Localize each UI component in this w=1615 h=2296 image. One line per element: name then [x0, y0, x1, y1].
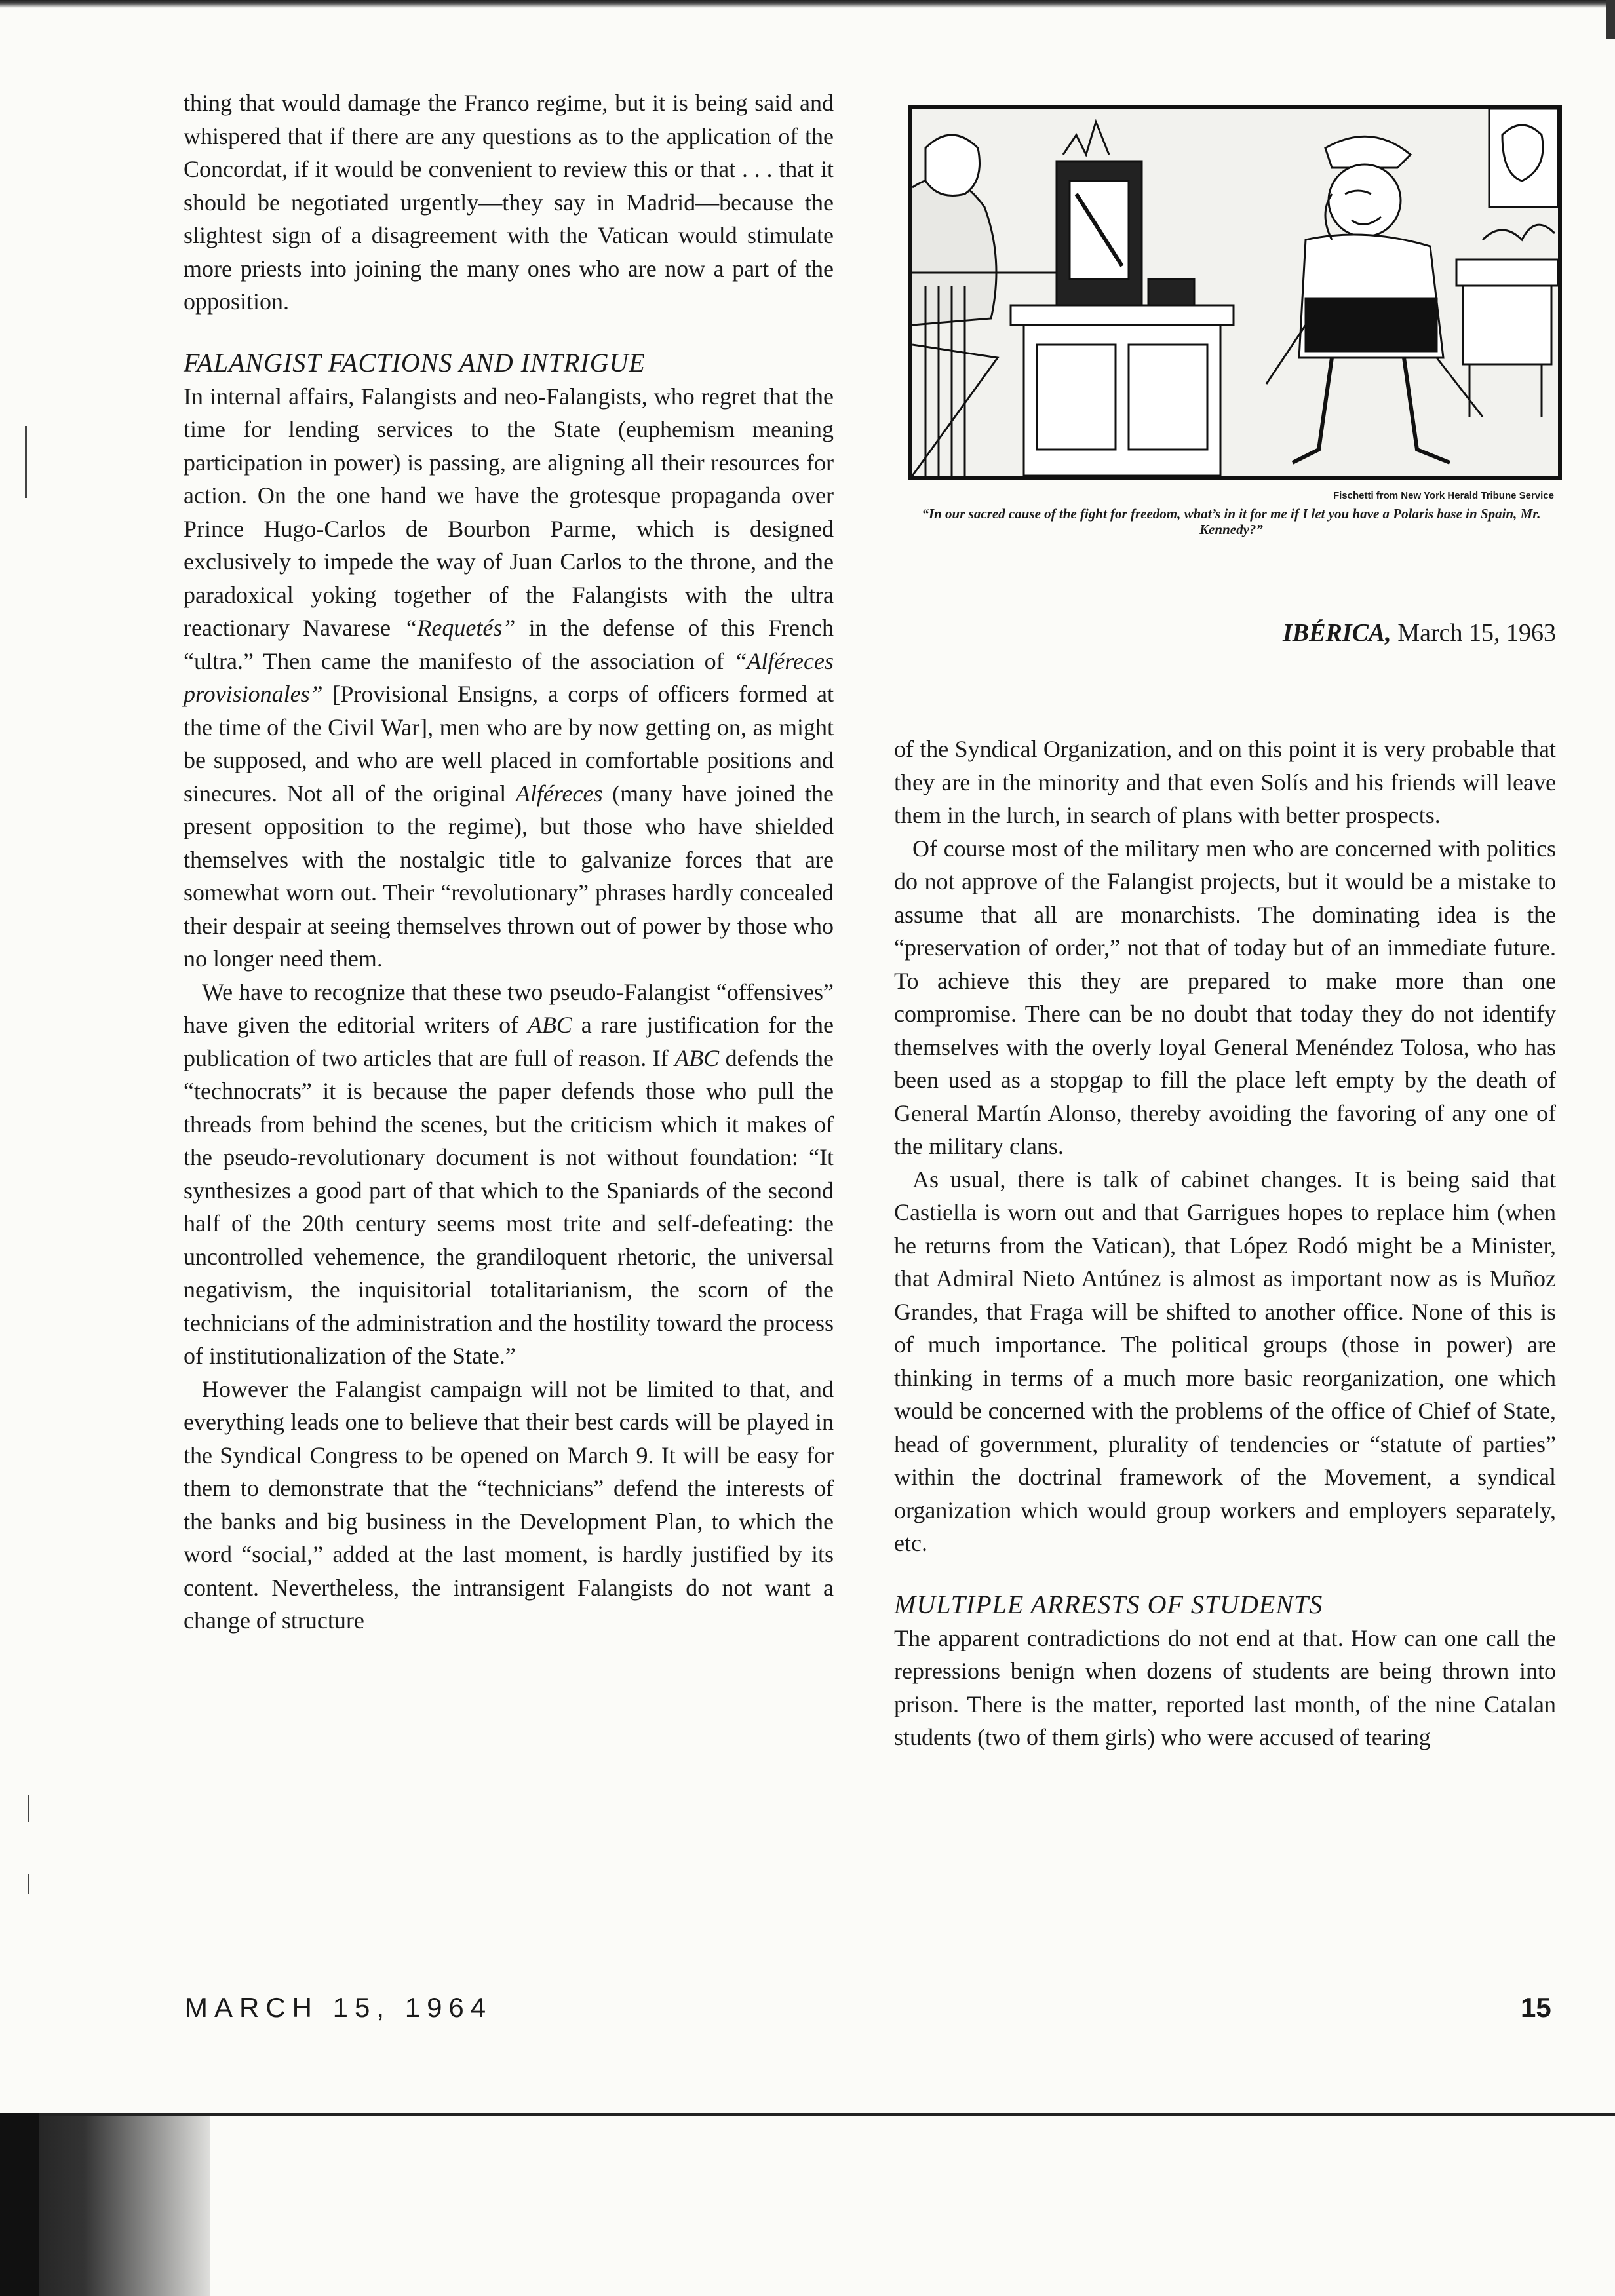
margin-mark	[25, 426, 27, 498]
right-paragraph-3: As usual, there is talk of cabinet changes. It is being said that Castiella is worn out and that Garrigues hopes to replace him (when he returns from the Vatican), that López Rodó might be a Minister, that Admiral Nieto Antúnez is almost as important now as is Muñoz Grandes, that Fraga will be shifted to another office. None of this is of much importance. The political groups (those in power) are thinking in terms of a much more basic reorganization, one which would be concerned with the problems of the office of Chief of State, head of government, plurality of tendencies or “statute of parties” within the doctrinal framework of the Movement, a syndical organization which would group workers and employers separately, etc.	[894, 1166, 1556, 1556]
scan-edge-right	[1606, 0, 1615, 39]
section-heading-arrests: MULTIPLE ARRESTS OF STUDENTS	[894, 1589, 1323, 1619]
right-paragraph-1: of the Syndical Organization, and on this point it is very probable that they are in the minority and that even Solís and his friends will leave them in the lurch, in search of plans with better prospects.	[894, 736, 1556, 828]
right-column	[894, 733, 1556, 1754]
left-paragraph-4: However the Falangist campaign will not be limited to that, and everything leads one to believe that their best cards will be played in the Syndical Congress to be opened on March 9. It will be easy for them to demonstrate that the “technicians” defend the interests of the banks and big business in the Development Plan, to which the word “social,” added at the last moment, is hardly justified by its content. Nevertheless, the intransigent Falangists do not want a change of structure	[184, 1375, 834, 1634]
left-paragraph-1: thing that would damage the Franco regime, but it is being said and whispered that if there are any questions as to the application of the Concordat, if it would be convenient to review this or that . . . that it should be negotiated urgently—they say in Madrid—because the slightest sign of a disagreement with the Vatican would stimulate more priests into joining the many ones who are now a part of the opposition.	[184, 90, 834, 315]
scan-edge-bottom-line	[0, 2113, 1615, 2116]
right-paragraph-2: Of course most of the military men who are concerned with politics do not approve of the Falangist projects, but it would be a mistake to assume that all are monarchists. The dominating idea is the “preservation of order,” not that of today but of an immediate future. To achieve this they are prepared to make more than one compromise. There can be no doubt that today they do not identify themselves with the overly loyal General Menéndez Tolosa, who has been used as a stopgap to fill the place left empty by the death of General Martín Alonso, thereby avoiding the favoring of any one of the military clans.	[894, 835, 1556, 1159]
scan-edge-corner	[0, 2113, 39, 2296]
source-publication: IBÉRICA,	[1283, 619, 1391, 647]
cartoon-credit: Fischetti from New York Herald Tribune Service	[1333, 490, 1554, 501]
margin-mark	[28, 1874, 29, 1894]
left-paragraph-2: In internal affairs, Falangists and neo-Falangists, who regret that the time for lending services to the State (euphemism meaning participation in power) is passing, are aligning all their resources for action. On the one hand we have the grotesque propaganda over Prince Hugo-Carlos de Bourbon Parme, which is designed exclusively to impede the way of Juan Carlos to the throne, and the paradoxical yoking together of the Falangists with the ultra reactionary Navarese “Requetés” in the defense of this French “ultra.” Then came the manifesto of the association of “Alféreces provisionales” [Provisional Ensigns, a corps of officers formed at the time of the Civil War], men who are by now getting on, as might be supposed, and who are well placed in comfortable positions and sinecures. Not all of the original Alféreces (many have joined the present opposition to the regime), but those who have shielded themselves with the nostalgic title to galvanize forces that are somewhat worn out. Their “revolutionary” phrases hardly concealed their despair at seeing themselves thrown out of power by those who no longer need them.	[184, 383, 834, 972]
cartoon-illustration	[908, 105, 1562, 480]
footer-date: MARCH 15, 1964	[185, 1992, 493, 2023]
page-number: 15	[1521, 1992, 1551, 2023]
cartoon-caption: “In our sacred cause of the fight for freedom, what’s in it for me if I let you have a Polaris base in Spain, Mr. Kennedy?”	[922, 506, 1541, 537]
source-date: March 15, 1963	[1397, 619, 1556, 647]
section-heading-falangist: FALANGIST FACTIONS AND INTRIGUE	[184, 347, 646, 377]
source-attribution	[1180, 619, 1556, 647]
right-paragraph-4: The apparent contradictions do not end at that. How can one call the repressions benign when dozens of students are being thrown into prison. There is the matter, reported last month, of the nine Catalan students (two of them girls) who were accused of tearing	[894, 1624, 1556, 1750]
left-column	[184, 86, 834, 1637]
scan-edge-top	[0, 0, 1615, 8]
margin-mark	[28, 1795, 29, 1822]
cartoon-drawing	[912, 109, 1558, 476]
left-paragraph-3: We have to recognize that these two pseudo-Falangist “offensives” have given the editorial writers of ABC a rare justification for the publication of two articles that are full of reason. If ABC defends the “technocrats” it is because the paper defends those who pull the threads from behind the scenes, but the criticism which it makes of the pseudo-revolutionary document is not without foundation: “It synthesizes a good part of that which to the Spaniards of the second half of the 20th century seems most trite and self-defeating: the uncontrolled vehemence, the grandiloquent rhetoric, the universal negativism, the inquisitorial totalitarianism, the scorn of the technicians of the administration and the hostility toward the process of institutionalization of the State.”	[184, 978, 834, 1369]
